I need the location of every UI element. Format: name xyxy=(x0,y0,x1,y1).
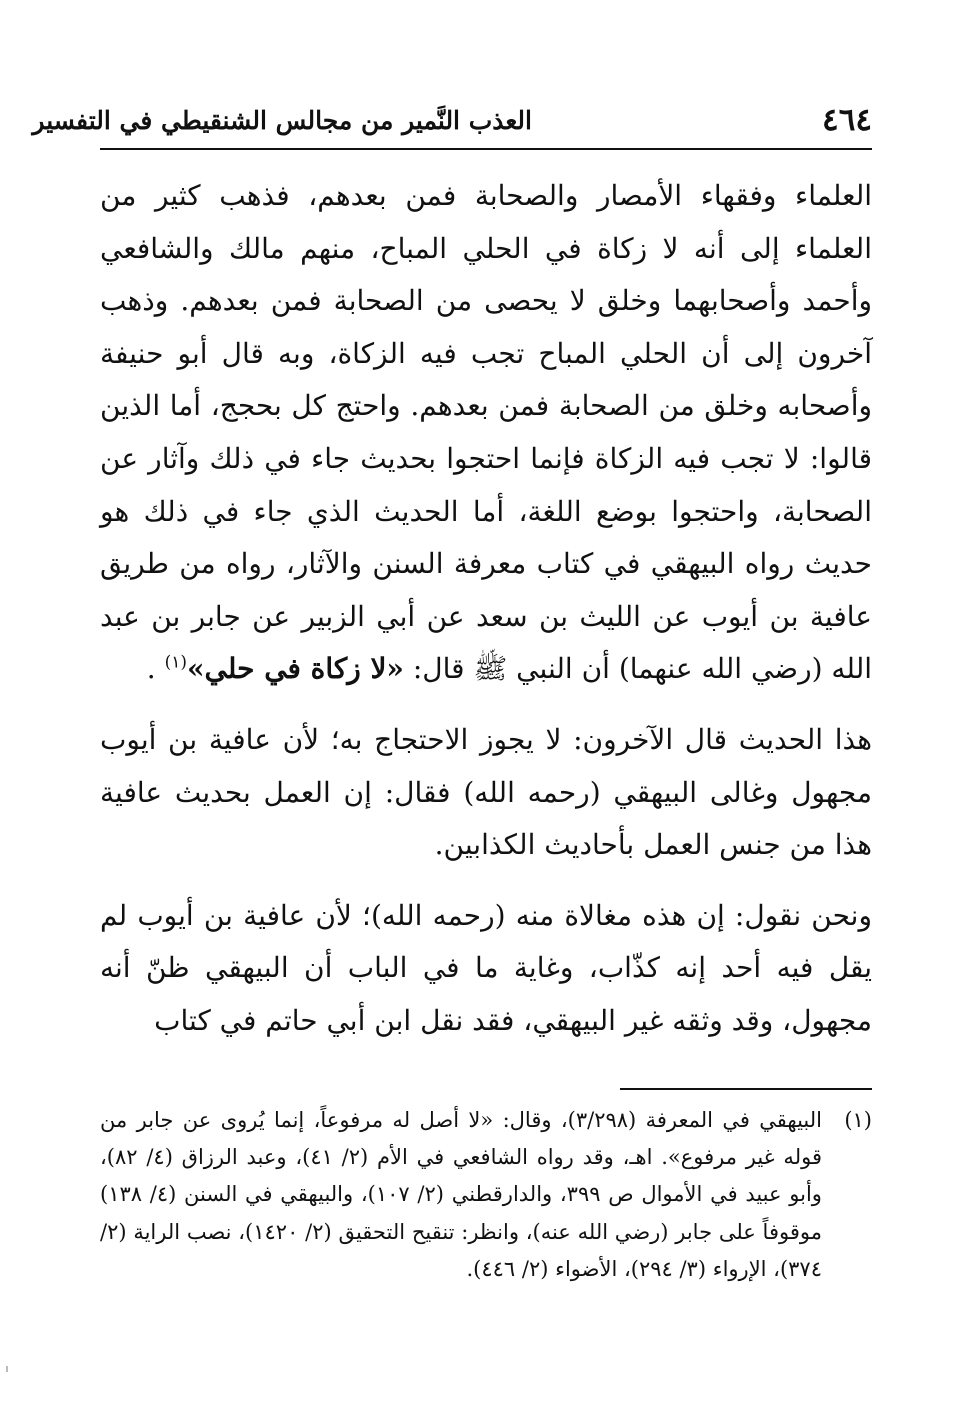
footnote-text: البيهقي في المعرفة (٣/٢٩٨)، وقال: «لا أصل له مرفوعاً، إنما يُروى عن جابر من قوله غير مرفوع». اهـ، وقد رواه الشافعي في الأم (٢/ ٤١)، وعبد الرزاق (٤/ ٨٢)، وأبو عبيد في الأموال ص ٣٩٩، والدارقطني (٢/ ١٠٧)، والبيهقي في السنن (٤/ ١٣٨) موقوفاً على جابر (رضي الله عنه)، وانظر: تنقيح التحقيق (٢/ ١٤٢٠)، نصب الراية (٢/ ٣٧٤)، الإرواء (٣/ ٢٩٤)، الأضواء (٢/ ٤٤٦). xyxy=(100,1108,822,1281)
footnotes xyxy=(100,1102,872,1288)
running-header xyxy=(32,100,872,150)
paragraph-1-text: العلماء وفقهاء الأمصار والصحابة فمن بعدهم، فذهب كثير من العلماء إلى أنه لا زكاة في الحلي المباح، منهم مالك والشافعي وأحمد وأصحابهما وخلق لا يحصى من الصحابة فمن بعدهم. وذهب آخرون إلى أن الحلي المباح تجب فيه الزكاة، وبه قال أبو حنيفة وأصحابه وخلق من الصحابة فمن بعدهم. واحتج كل بحجج، أما الذين قالوا: لا تجب فيه الزكاة فإنما احتجوا بحديث جاء في ذلك وآثار عن الصحابة، واحتجوا بوضع اللغة، أما الحديث الذي جاء في ذلك هو حديث رواه البيهقي في كتاب معرفة السنن والآثار، رواه من طريق عافية بن أيوب عن الليث بن سعد عن أبي الزبير عن جابر بن عبد الله (رضي الله عنهما) أن النبي ﷺ قال: xyxy=(100,179,872,686)
paragraph-3: ونحن نقول: إن هذه مغالاة منه (رحمه الله)؛ لأن عافية بن أيوب لم يقل فيه أحد إنه كذّاب، وغاية ما في الباب أن البيهقي ظنّ أنه مجهول، وقد وثقه غير البيهقي، فقد نقل ابن أبي حاتم في كتاب xyxy=(100,898,872,1037)
page-number: ٤٦٤ xyxy=(822,102,872,138)
paragraph-1-end: . xyxy=(146,652,156,686)
hadith-quote: «لا زكاة في حلي» xyxy=(187,652,404,686)
footnote-number: (١) xyxy=(844,1108,872,1132)
paragraph-2: هذا الحديث قال الآخرون: لا يجوز الاحتجاج به؛ لأن عافية بن أيوب مجهول وغالى البيهقي (رحمه الله) فقال: إن العمل بحديث عافية هذا من جنس العمل بأحاديث الكذابين. xyxy=(100,722,872,862)
running-title: العذب النَّمير من مجالس الشنقيطي في التفسير xyxy=(32,106,532,135)
footnote-1 xyxy=(100,1102,872,1288)
footnote-reference[interactable]: (١) xyxy=(164,653,188,674)
scan-edge-mark xyxy=(6,1366,8,1372)
paragraph-1 xyxy=(100,170,872,696)
main-text xyxy=(100,170,872,1048)
footnote-separator xyxy=(620,1088,872,1090)
